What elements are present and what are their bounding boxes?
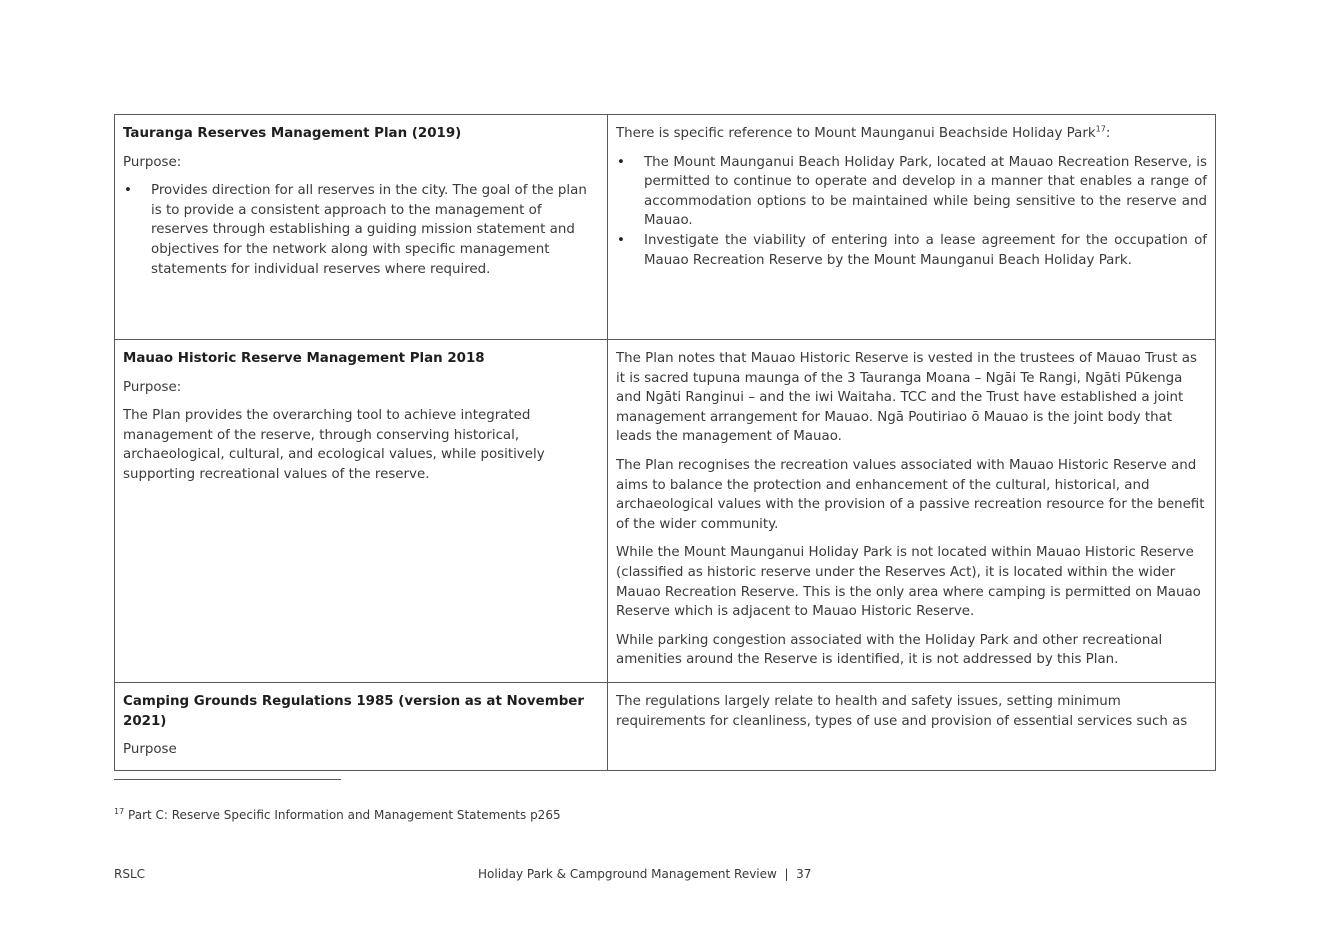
- purpose-label: Purpose:: [123, 154, 182, 170]
- footnote-text: Part C: Reserve Specific Information and Management Statements p265: [128, 808, 561, 822]
- list-item: • Provides direction for all reserves in the city. The goal of the plan is to provide a consistent approach to the management of reserves through establishing a guiding mission statement and objectives for the network along with specific management statements for individual reserves where required.: [151, 181, 599, 279]
- paragraph: While parking congestion associated with the Holiday Park and other recreational amenities around the Reserve is identified, it is not addressed by this Plan.: [616, 632, 1163, 668]
- paragraph: The regulations largely relate to health and safety issues, setting minimum requirements for cleanliness, types of use and provision of essential services such as: [616, 694, 1188, 729]
- purpose-list: [123, 181, 599, 279]
- table-cell-left: [115, 683, 608, 771]
- table-cell-right: [608, 115, 1216, 340]
- plan-heading: Tauranga Reserves Management Plan (2019): [123, 126, 462, 141]
- list-item: • The Mount Maunganui Beach Holiday Park, located at Mauao Recreation Reserve, is permitted to continue to operate and develop in a manner that enables a range of accommodation options to be maintained while being sensitive to the reserve and Mauao.: [644, 153, 1207, 231]
- intro-text: [616, 124, 1207, 144]
- footer-org: RSLC: [114, 867, 146, 881]
- paragraph: While the Mount Maunganui Holiday Park is not located within Mauao Historic Reserve (classified as historic reserve under the Reserves Act), it is located within the wider Mauao Recreation Reserve. This is the only area where camping is permitted on Mauao Reserve which is adjacent to Mauao Historic Reserve.: [616, 545, 1201, 620]
- purpose-label: Purpose: [123, 742, 177, 758]
- intro-tail: :: [1105, 126, 1111, 141]
- footnote-divider: [114, 779, 341, 780]
- list-item: • Investigate the viability of entering into a lease agreement for the occupation of Mauao Recreation Reserve by the Mount Maunganui Beach Holiday Park.: [644, 231, 1207, 270]
- table-cell-left: [115, 340, 608, 683]
- table-row: [115, 683, 1216, 771]
- table-cell-right: [608, 683, 1216, 771]
- table-row: [115, 115, 1216, 340]
- table-cell-right: [608, 340, 1216, 683]
- plan-heading: Mauao Historic Reserve Management Plan 2018: [123, 351, 485, 366]
- paragraph: The Plan recognises the recreation values associated with Mauao Historic Reserve and aims to balance the protection and enhancement of the cultural, historical, and archaeological values with the provision of a passive recreation resource for the benefit of the wider community.: [616, 457, 1205, 532]
- purpose-body: The Plan provides the overarching tool to achieve integrated management of the reserve, through conserving historical, archaeological, cultural, and ecological values, while positively supporting recreational values of the reserve.: [123, 408, 545, 482]
- footnote-number: 17: [114, 807, 125, 816]
- purpose-label: Purpose:: [123, 379, 182, 395]
- footer-title-page: Holiday Park & Campground Management Review | 37: [478, 867, 812, 881]
- paragraph: The Plan notes that Mauao Historic Reserve is vested in the trustees of Mauao Trust as it is sacred tupuna maunga of the 3 Tauranga Moana – Ngāi Te Rangi, Ngāti Pūkenga and Ngāti Ranginui – and the iwi Waitaha. TCC and the Trust have established a joint management arrangement for Mauao. Ngā Poutiriao ō Mauao is the joint body that leads the management of Mauao.: [616, 351, 1197, 445]
- table-cell-left: [115, 115, 608, 340]
- reference-list: [616, 153, 1207, 271]
- table-row: [115, 340, 1216, 683]
- footnote-ref: 17: [1095, 124, 1106, 134]
- intro-body: There is specific reference to Mount Maunganui Beachside Holiday Park: [616, 126, 1096, 141]
- policy-table: [114, 114, 1216, 771]
- plan-heading: Camping Grounds Regulations 1985 (version as at November 2021): [123, 694, 584, 729]
- footnote: [114, 808, 561, 822]
